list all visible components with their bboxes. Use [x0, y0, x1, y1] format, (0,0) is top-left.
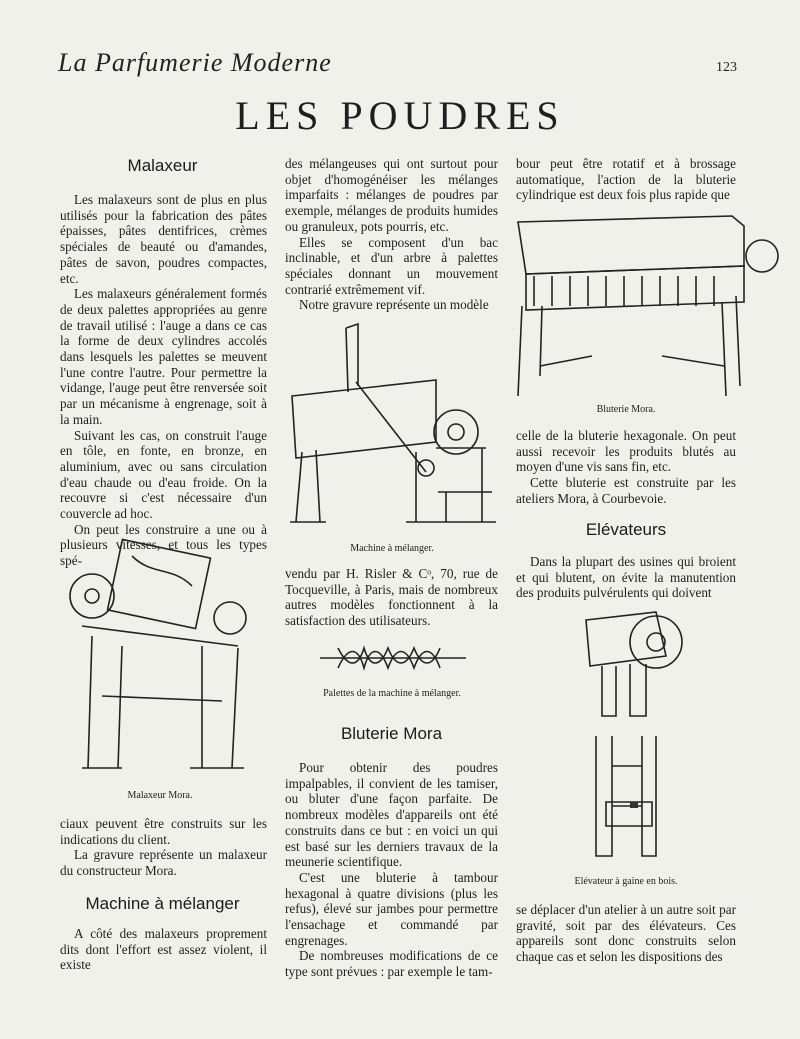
paragraph: Les malaxeurs sont de plus en plus utilisés pour la fabrication des pâtes épaisses, pâtes dentifrices, crèmes spéciales de beauté ou d'amandes, pâtes de savon, poudres compactes, etc.: [60, 192, 267, 286]
paragraph: Cette bluterie est construite par les ateliers Mora, à Courbevoie.: [516, 475, 736, 506]
paragraph: Notre gravure représente un modèle: [299, 297, 489, 313]
heading-machine-a-melanger: Machine à mélanger: [85, 894, 240, 913]
figure-caption: Bluterie Mora.: [596, 404, 656, 415]
column-2-top: [285, 156, 498, 313]
paragraph: Dans la plupart des usines qui broient et qui blutent, on évite la manutention des produits pulvérulents qui doivent: [516, 554, 736, 601]
paragraph: C'est une bluterie à tambour hexagonal à quatre divisions (plus les refus), élevé sur jambes pour permettre l'ensachage et commandé par engrenages.: [285, 869, 498, 948]
figure-caption: Elévateur à gaine en bois.: [574, 876, 678, 887]
page-title: LES POUDRES: [235, 93, 565, 138]
figure-caption: Malaxeur Mora.: [127, 790, 193, 801]
column-3-bottom: [516, 902, 736, 965]
column-1-end: [60, 926, 267, 973]
column-3-top: [516, 156, 736, 203]
paragraph: A côté des malaxeurs proprement dits dont l'effort est assez violent, il existe: [60, 926, 267, 973]
paragraph: La gravure représente un malaxeur du constructeur Mora.: [60, 847, 267, 879]
paragraph: De nombreuses modifications de ce type sont prévues : par exemple le tam-: [285, 948, 498, 980]
figure-caption: Palettes de la machine à mélanger.: [323, 688, 461, 699]
paragraph: vendu par H. Risler & Cᵒ, 70, rue de Tocqueville, à Paris, mais de nombreux autres modèles fonctionnent à la satisfaction des utilisateurs.: [285, 566, 498, 629]
page-number: 123: [716, 60, 737, 75]
paragraph: Elles se composent d'un bac inclinable, et d'un arbre à palettes spéciales donnant un mouvement contrarié extrêmement vif.: [285, 234, 498, 297]
column-1-top: [60, 192, 267, 569]
paragraph: celle de la bluterie hexagonale. On peut aussi recevoir les produits blutés au moyen d'une vis sans fin, etc.: [516, 428, 736, 475]
elevateur-illustration: [556, 606, 696, 868]
column-3-middle: [516, 428, 736, 507]
masthead: La Parfumerie Moderne: [58, 48, 332, 77]
heading-malaxeur: Malaxeur: [127, 156, 198, 175]
column-2-bottom: [285, 760, 498, 980]
paragraph: ciaux peuvent être construits sur les indications du client.: [60, 816, 267, 847]
paragraph: se déplacer d'un atelier à un autre soit par gravité, soit par des élévateurs. Ces appareils sont donc construits selon chaque cas et selon les dispositions des: [516, 902, 736, 965]
figure-caption: Machine à mélanger.: [350, 543, 434, 554]
paragraph: bour peut être rotatif et à brossage automatique, l'action de la bluterie cylindrique est deux fois plus rapide que: [516, 156, 736, 203]
paragraph: Les malaxeurs généralement formés de deux palettes appropriées au genre de travail utilisé : l'auge a dans ce cas la forme de deux cylindres accolés dans lesquels les palettes se meuvent l'une contre l'autre. Pour permettre la vidange, l'auge peut être renversée soit par un mécanisme à engrenage, soit à la main.: [60, 286, 267, 427]
column-1-bottom: [60, 816, 267, 879]
machine-a-melanger-illustration: [286, 322, 498, 532]
paragraph: On peut les construire a une ou à plusieurs vitesses, et tous les types spé-: [60, 521, 267, 569]
paragraph: Suivant les cas, on construit l'auge en tôle, en fonte, en bronze, en aluminium, avec ou sans circulation d'eau chaude ou d'eau froide. On la recouvre si c'est nécessaire d'un couvercle ad hoc.: [60, 427, 267, 522]
malaxeur-illustration: [62, 536, 258, 786]
heading-elevateurs: Elévateurs: [585, 520, 667, 539]
heading-bluterie-mora: Bluterie Mora: [340, 724, 443, 743]
paragraph: Pour obtenir des poudres impalpables, il convient de les tamiser, ou bluter d'une façon parfaite. De nombreux modèles d'appareils ont été construits dans ce but : en voici un qui est basé sur les derniers travaux de la meunerie scientifique.: [285, 760, 498, 870]
paragraph: des mélangeuses qui ont surtout pour objet d'homogénéiser les mélanges imparfaits : mélanges de poudres par exemple, mélanges de produits humides ou granuleux, pots pourris, etc.: [285, 156, 498, 234]
column-2-middle: [285, 566, 498, 629]
bluterie-illustration: [512, 206, 784, 402]
palettes-illustration: [318, 638, 468, 676]
column-3-lower: [516, 554, 736, 601]
